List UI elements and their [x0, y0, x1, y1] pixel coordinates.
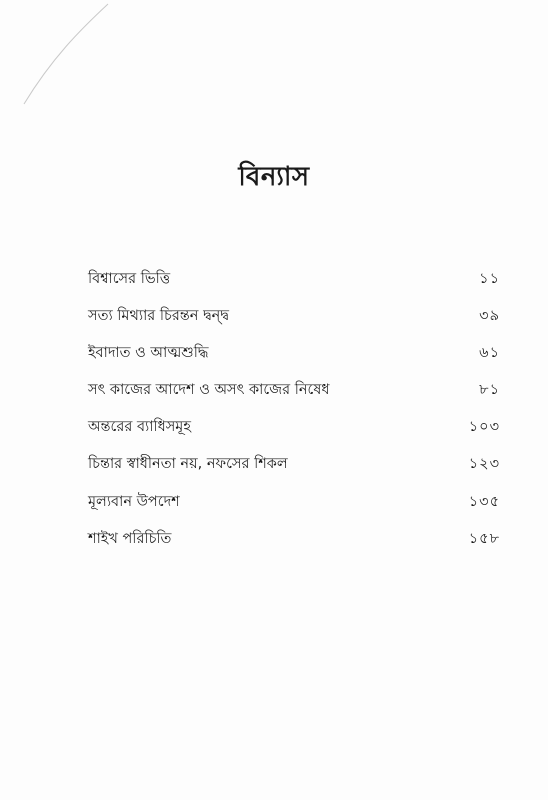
toc-entry — [88, 305, 500, 342]
toc-entry-title: সৎ কাজের আদেশ ও অসৎ কাজের নিষেধ — [88, 382, 330, 399]
table-of-contents — [88, 268, 500, 565]
toc-entry — [88, 379, 500, 416]
toc-entry-page-number: ৮১ — [479, 382, 500, 399]
contents-heading: বিন্যাস — [238, 162, 310, 192]
toc-entry — [88, 453, 500, 490]
toc-entry-page-number: ১৩৫ — [468, 493, 500, 510]
toc-entry-title: সত্য মিথ্যার চিরন্তন দ্বন্দ্ব — [88, 308, 229, 325]
toc-entry — [88, 342, 500, 379]
toc-entry-page-number: ১১ — [479, 271, 500, 287]
toc-entry-page-number: ৬১ — [479, 345, 500, 362]
toc-entry — [88, 268, 500, 305]
scan-artifact-line — [0, 0, 120, 110]
toc-entry-title: মূল্যবান উপদেশ — [88, 493, 180, 510]
toc-entry-title: চিন্তার স্বাধীনতা নয়, নফসের শিকল — [88, 456, 288, 473]
toc-entry-title: শাইখ পরিচিতি — [88, 530, 172, 547]
toc-entry-title: ইবাদাত ও আত্মশুদ্ধি — [88, 345, 209, 362]
toc-entry-page-number: ১৫৮ — [468, 530, 500, 547]
toc-entry-page-number: ১২৩ — [468, 456, 500, 473]
toc-entry — [88, 491, 500, 528]
toc-entry — [88, 416, 500, 453]
toc-entry-page-number: ৩৯ — [479, 308, 500, 325]
toc-entry-title: অন্তরের ব্যাধিসমূহ — [88, 419, 191, 436]
toc-entry-title: বিশ্বাসের ভিত্তি — [88, 271, 171, 287]
toc-entry-page-number: ১০৩ — [468, 419, 500, 436]
toc-entry — [88, 528, 500, 565]
